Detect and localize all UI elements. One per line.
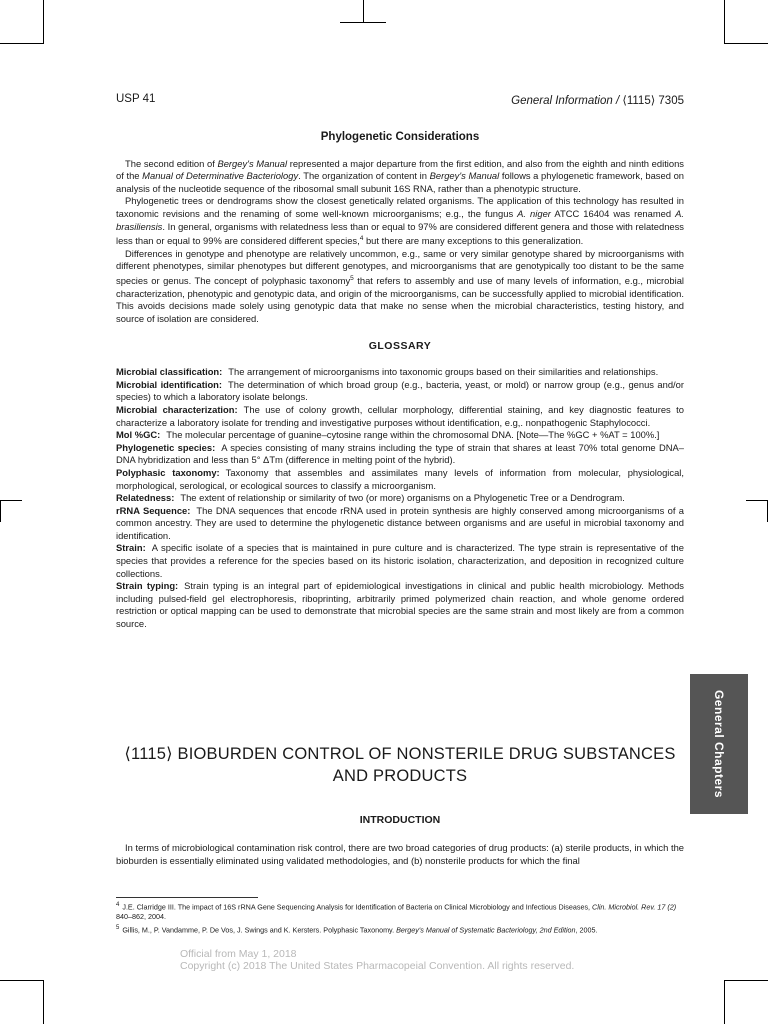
running-header-left: USP 41 [116, 93, 156, 105]
glossary-entry: Relatedness: The extent of relationship or similarity of two (or more) organisms on a Phylogenetic Tree or a Dendrogram. [116, 492, 625, 504]
general-chapters-tab [690, 674, 748, 814]
running-header-right: General Information / ⟨1115⟩ 7305 [511, 95, 684, 107]
introduction-text: In terms of microbiological contamination risk control, there are two broad categories of drug products: (a) sterile products, in which the bioburden is essentially eliminated using validated methodologies, and (b) nonsterile products for which the final [116, 842, 684, 866]
footnotes [116, 901, 684, 937]
glossary-entry: Microbial characterization: The use of colony growth, cellular morphology, differential staining, and key diagnostic features to characterize a laboratory isolate for trending and investigative purposes without identification, e.g,. nonpathogenic Staphylococci. [116, 403, 685, 428]
chapter-title: ⟨1115⟩ BIOBURDEN CONTROL OF NONSTERILE DRUG SUBSTANCES AND PRODUCTS [124, 745, 676, 785]
glossary-entry: Microbial classification: The arrangement of microorganisms into taxonomic groups based on their similarities and relationships. [116, 366, 659, 378]
paragraph-2: Phylogenetic trees or dendrograms show the closest genetically related organisms. The application of this technology has resulted in taxonomic revisions and the renaming of some well-known microorganisms; e.g., the fungus A. niger ATCC 16404 was renamed A. brasiliensis. In general, organisms with relatedness less than or equal to 97% are considered different genera and those with relatedness less than or equal to 99% are considered different species,$^4$ but there are many exceptions to this generalization. [116, 195, 684, 247]
glossary-entry: Microbial identification: The determination of which broad group (e.g., bacteria, yeast, or mold) or narrow group (e.g., genus and/or species) to which a laboratory isolate belongs. [116, 378, 684, 403]
footnote-4: $^4$ J.E. Clarridge III. The impact of 16S rRNA Gene Sequencing Analysis for Identification of Bacteria on Clinical Microbiology and Infectious Diseases, Clin. Microbiol. Rev. 17 (2) 840–862, 2004. [116, 902, 677, 921]
glossary-entry: Polyphasic taxonomy: Taxonomy that assembles and assimilates many levels of information from molecular, physiological, morphological, serological, or ecological sources to classify a microorganism. [116, 466, 684, 491]
introduction-heading: INTRODUCTION [359, 814, 441, 826]
footnote-divider [116, 897, 258, 898]
footnote-5: $^5$ Gillis, M., P. Vandamme, P. De Vos, J. Swings and K. Kersters. Polyphasic Taxonomy. Bergey's Manual of Systematic Bacteriology, 2nd Edition, 2005. [116, 924, 598, 934]
glossary-entry: Mol %GC: The molecular percentage of guanine–cytosine range within the chromosomal DNA. [Note—The %GC + %AT = 100%.] [116, 429, 660, 441]
footnote-ref: 5 [350, 275, 354, 283]
glossary-entry: Strain: A specific isolate of a species that is maintained in pure culture and is characterized. The type strain is representative of the species that provides a reference for the species based on its historic isolation, characterization, and deposition in recognized culture collections. [116, 542, 684, 579]
section-title: Phylogenetic Considerations [320, 131, 480, 143]
glossary-title: GLOSSARY [368, 339, 432, 352]
glossary-entry: rRNA Sequence: The DNA sequences that encode rRNA used in protein synthesis are highly conserved among microorganisms of a common ancestry. They are used to determine the phylogenetic distance between organisms and are useful in microbial taxonomy and identification. [116, 504, 684, 541]
glossary-entry: Phylogenetic species: A species consisting of many strains including the type of strain that shares at least 70% total genome DNA–DNA hybridization and less than 5° ΔTm (difference in melting point of the hybrid). [116, 441, 684, 466]
glossary-entry: Strain typing: Strain typing is an integral part of epidemiological investigations in clinical and public health microbiology. Methods including pulsed-field gel electrophoresis, riboprinting, arbitrarily primed polymerized chain reaction, and whole genome ordered restriction or optical mapping can be used to demonstrate that microbial species are the same strain and most likely are from a common source. [116, 580, 684, 630]
footnote-ref: 4 [359, 235, 364, 243]
paragraph-1: The second edition of Bergey's Manual represented a major departure from the first edition, and also from the eighth and ninth editions of the Manual of Determinative Bacteriology. The organization of content in Bergey's Manual follows a phylogenetic framework, based on analysis of the nucleotide sequence of the ribosomal small subunit 16S RNA, rather than a phenotypic structure. [116, 157, 685, 194]
main-content [116, 128, 684, 631]
glossary-list [116, 366, 684, 630]
side-tab-label: General Chapters [712, 689, 726, 799]
copyright-watermark: Official from May 1, 2018 Copyright (c) 2018 The United States Pharmacopeial Convention. All rights reserved. [180, 948, 575, 972]
paragraph-3: Differences in genotype and phenotype are relatively uncommon, e.g., same or very similar genotype shared by microorganisms with different phenotypes, similar phenotypes but different genotypes, and microorganisms that are genotypically too distant to be the same species or genus. The concept of polyphasic taxonomy$^5$ that refers to assembly and use of many levels of information, e.g., microbial characterization, phenotypic and genotypic data, and origin of the microorganisms, can be successfully applied to microbial identification. This avoids decisions made solely using genotypic data that make no sense when the microbial characteristics, testing history, and source of isolation are considered. [116, 247, 684, 324]
